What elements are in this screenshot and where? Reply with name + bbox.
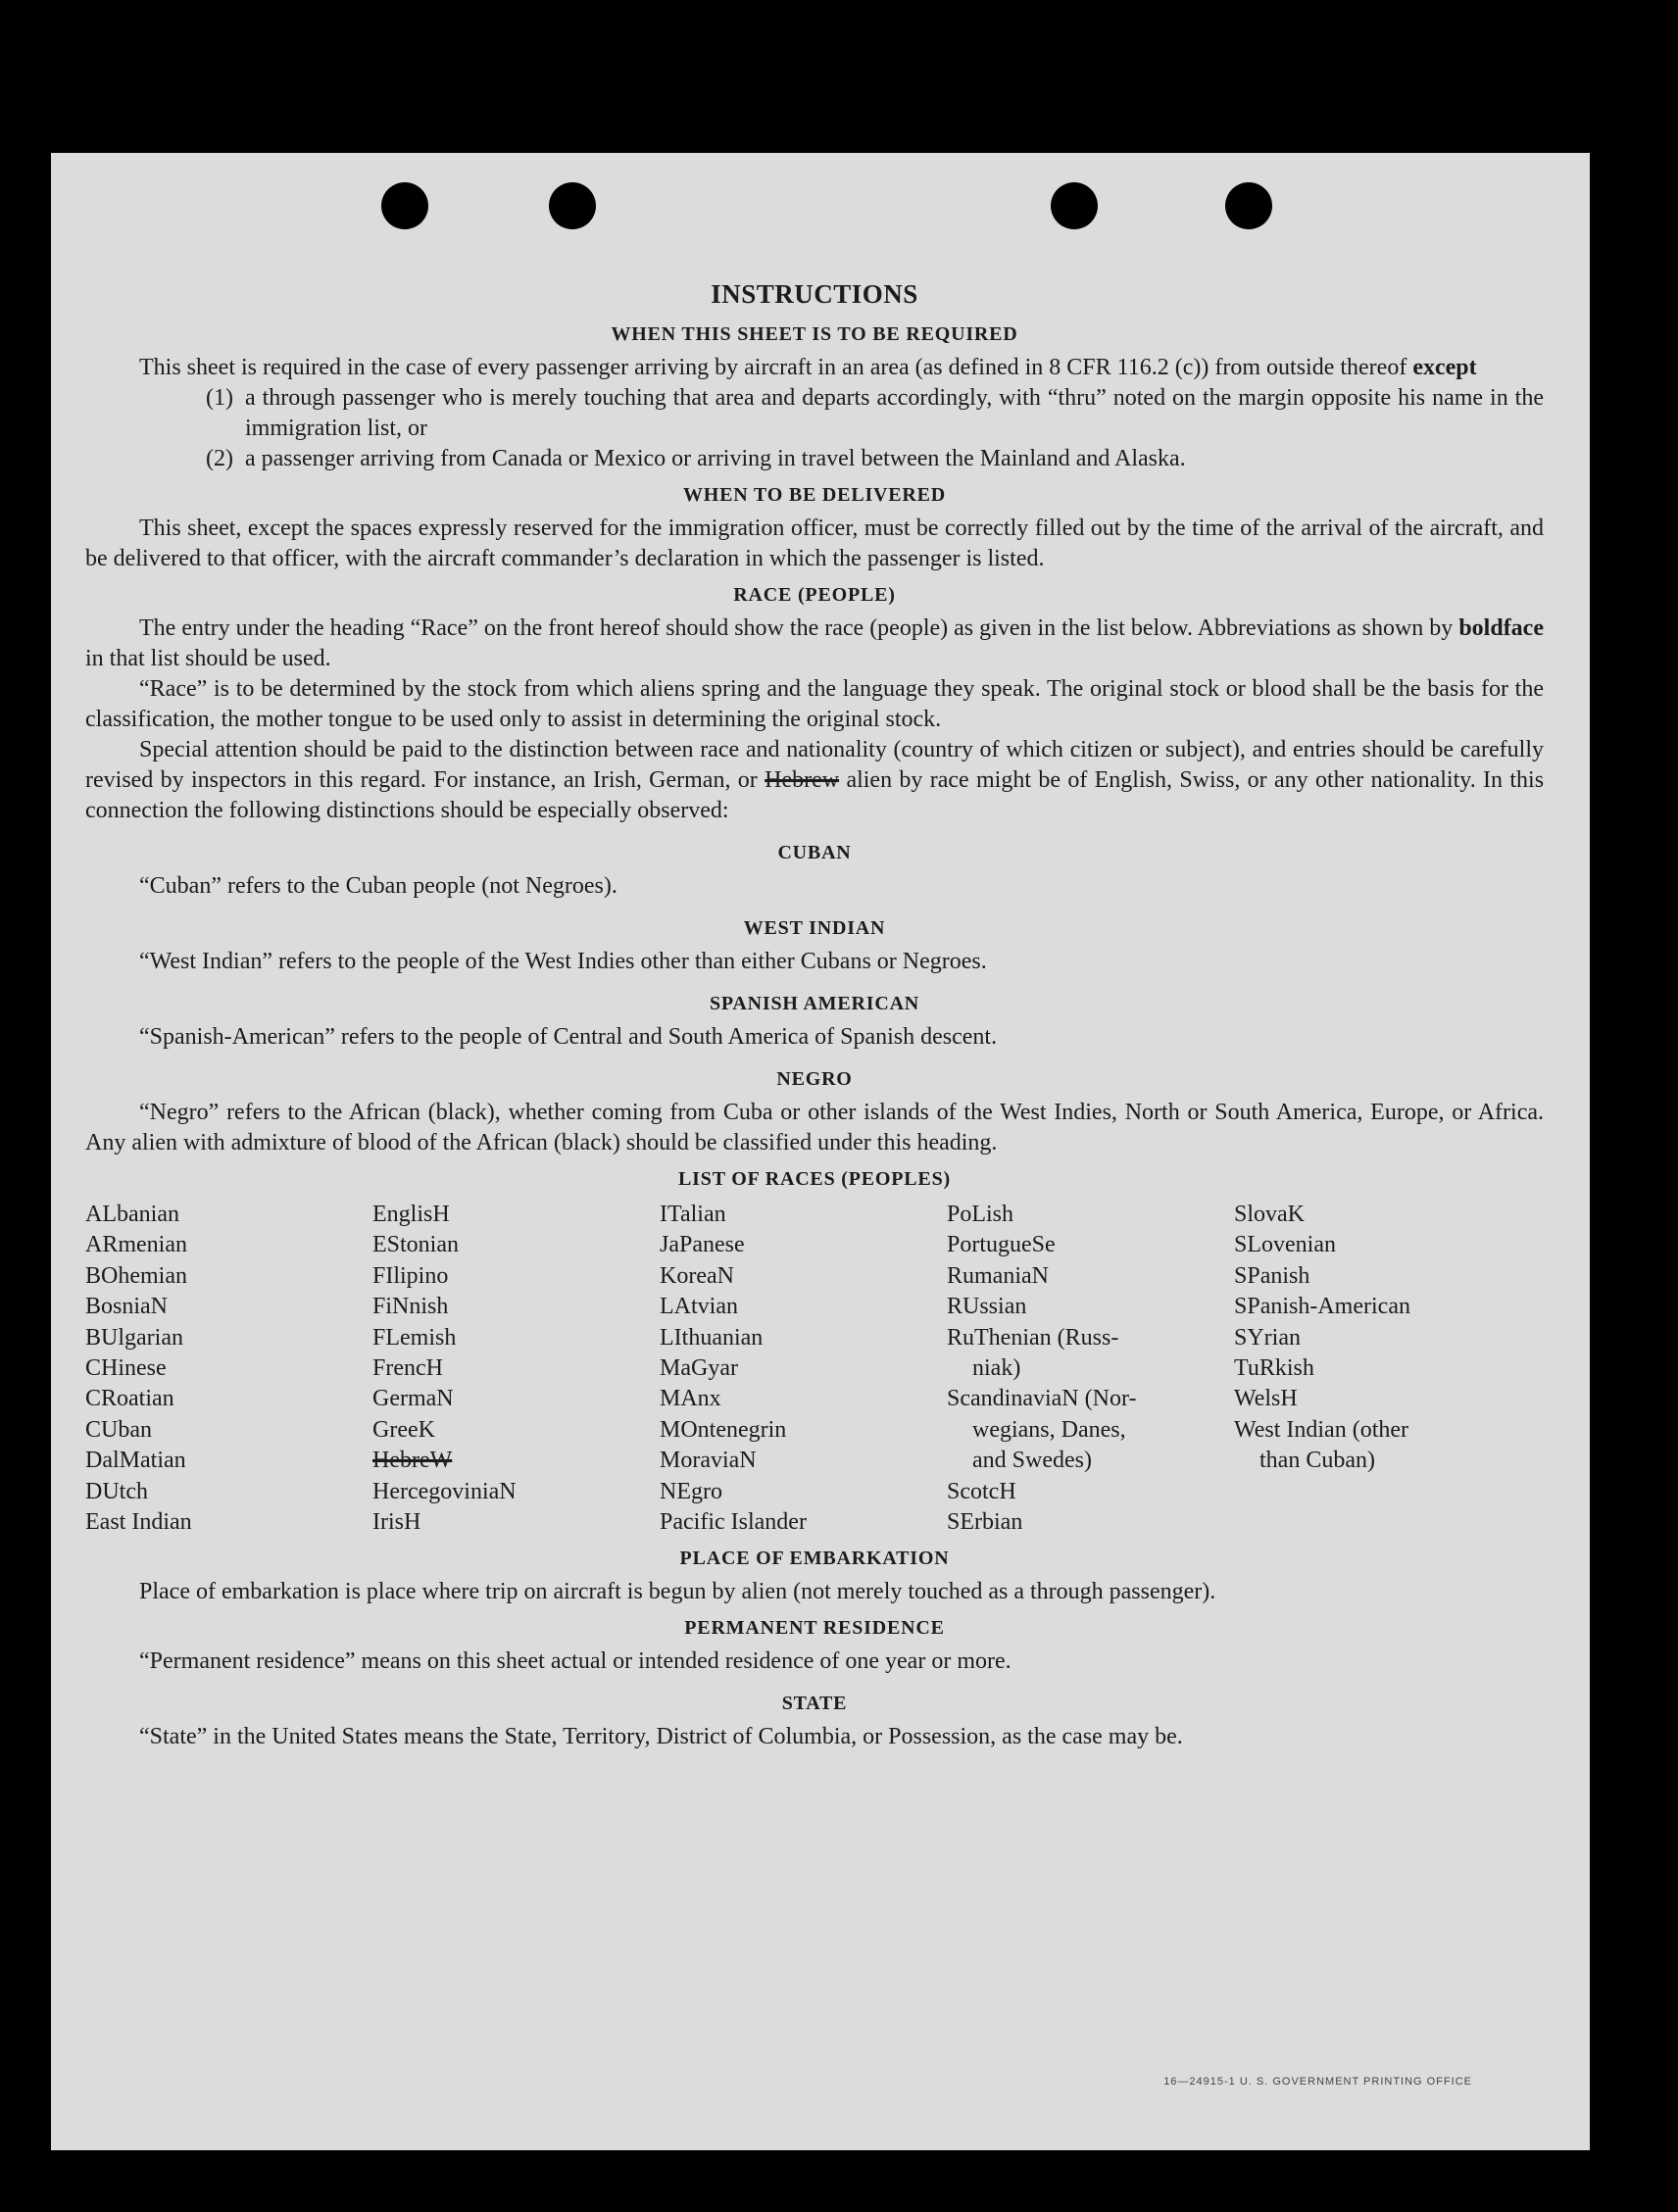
list-item: SLovenian — [1234, 1232, 1336, 1258]
when-required-intro: This sheet is required in the case of every passenger arriving by aircraft in an area (as defined in 8 CFR 116.2 (c)) from outside thereof except — [139, 355, 1477, 380]
heading-when-required: WHEN THIS SHEET IS TO BE REQUIRED — [611, 323, 1018, 345]
list-item: MoraviaN — [660, 1448, 757, 1474]
negro-text: “Negro” refers to the African (black), whether coming from Cuba or other islands of the West Indies, North or South America, Europe, or Africa. Any alien with admixture of blood of the African (black) should be classified under this heading. — [85, 1100, 1544, 1155]
heading-when-delivered: WHEN TO BE DELIVERED — [682, 484, 947, 506]
race-paragraph-2: “Race” is to be determined by the stock from which aliens spring and the language they speak. The original stock or blood shall be the basis for the classification, the mother tongue to be used only to assist in determining the original stock. — [85, 676, 1544, 732]
west-indian-text: “West Indian” refers to the people of the West Indies other than either Cubans or Negroes. — [139, 949, 987, 974]
list-item: CUban — [85, 1416, 152, 1443]
list-item: SPanish — [1234, 1262, 1310, 1289]
list-item: CHinese — [85, 1355, 167, 1382]
list-item: CRoatian — [85, 1386, 174, 1412]
spanish-american-text: “Spanish-American” refers to the people of Central and South America of Spanish descent. — [139, 1024, 998, 1050]
races-column-2 — [372, 1200, 660, 1538]
list-item: WelsH — [1234, 1386, 1298, 1412]
list-item: BUlgarian — [85, 1324, 183, 1351]
exception-item: (2) a passenger arriving from Canada or Mexico or arriving in travel between the Mainland and Alaska. — [206, 446, 1186, 471]
list-item: PoLish — [947, 1202, 1014, 1227]
instructions-content — [85, 274, 1544, 1752]
list-item: JaPanese — [660, 1232, 745, 1258]
list-item: PortugueSe — [947, 1232, 1056, 1258]
list-item: LIthuanian — [660, 1324, 764, 1351]
list-item: MaGyar — [660, 1355, 738, 1382]
heading-race: RACE (PEOPLE) — [733, 584, 896, 606]
heading-spanish-american: SPANISH AMERICAN — [709, 993, 920, 1014]
punch-hole — [1051, 182, 1098, 229]
struck-word: Hebrew — [765, 767, 840, 793]
list-item: RumaniaN — [947, 1262, 1049, 1289]
list-item: KoreaN — [660, 1262, 734, 1289]
race-paragraph-1: The entry under the heading “Race” on the front hereof should show the race (people) as given in the list below. Abbreviations as shown by boldface in that list should be used. — [85, 615, 1544, 671]
list-item: LAtvian — [660, 1294, 738, 1320]
list-item: DalMatian — [85, 1448, 186, 1474]
list-item: FIlipino — [372, 1262, 449, 1289]
heading-state: STATE — [781, 1693, 848, 1715]
exception-item: (1) a through passenger who is merely touching that area and departs accordingly, with “thru” noted on the margin opposite his name in the immigration list, or — [206, 385, 1544, 441]
list-item: HebreW — [372, 1448, 453, 1474]
list-item: RuThenian (Russ- — [947, 1324, 1119, 1351]
list-item: BosniaN — [85, 1294, 168, 1320]
races-list — [85, 1200, 1544, 1538]
heading-west-indian: WEST INDIAN — [743, 917, 886, 939]
heading-list-of-races: LIST OF RACES (PEOPLES) — [678, 1168, 951, 1190]
list-item: ScandinaviaN (Nor- — [947, 1386, 1137, 1412]
list-item: West Indian (other — [1234, 1416, 1409, 1443]
races-column-1 — [85, 1200, 372, 1538]
list-item: niak) — [972, 1355, 1021, 1382]
list-item: FiNnish — [372, 1294, 449, 1320]
heading-permanent-residence: PERMANENT RESIDENCE — [684, 1617, 945, 1640]
punch-hole — [549, 182, 596, 229]
list-item: BOhemian — [85, 1262, 187, 1289]
list-item: ScotcH — [947, 1478, 1016, 1504]
list-item: FrencH — [372, 1355, 443, 1382]
heading-embarkation: PLACE OF EMBARKATION — [679, 1548, 950, 1570]
list-item: RUssian — [947, 1294, 1027, 1320]
list-item: ALbanian — [85, 1202, 179, 1227]
list-item: Pacific Islander — [660, 1509, 807, 1536]
list-item: NEgro — [660, 1478, 722, 1504]
list-item: SErbian — [947, 1509, 1023, 1536]
list-item: EStonian — [372, 1232, 459, 1258]
page-title: INSTRUCTIONS — [711, 279, 918, 309]
document-sheet — [51, 153, 1590, 2150]
list-item: TuRkish — [1234, 1355, 1314, 1382]
list-item: and Swedes) — [972, 1448, 1092, 1474]
list-item: than Cuban) — [1259, 1448, 1375, 1474]
cuban-text: “Cuban” refers to the Cuban people (not Negroes). — [139, 873, 617, 899]
when-delivered-text: This sheet, except the spaces expressly reserved for the immigration officer, must be correctly filled out by the time of the arrival of the aircraft, and be delivered to that officer, with the aircraft commander’s declaration in which the passenger is listed. — [85, 516, 1544, 571]
list-item: GreeK — [372, 1416, 435, 1443]
list-item: East Indian — [85, 1509, 192, 1536]
list-item: ITalian — [660, 1202, 726, 1227]
list-item: EnglisH — [372, 1202, 450, 1227]
heading-negro: NEGRO — [776, 1068, 853, 1090]
list-item: FLemish — [372, 1324, 457, 1351]
punch-hole — [381, 182, 428, 229]
list-item: MAnx — [660, 1386, 721, 1412]
residence-text: “Permanent residence” means on this sheet actual or intended residence of one year or more. — [139, 1648, 1012, 1675]
state-text: “State” in the United States means the State, Territory, District of Columbia, or Possession, as the case may be. — [139, 1724, 1183, 1750]
race-paragraph-3: Special attention should be paid to the distinction between race and nationality (country of which citizen or subject), and entries should be carefully revised by inspectors in this regard. For instance, an Irish, German, or Hebrew alien by race might be of English, Swiss, or any other nationality. In this connection the following distinctions should be especially observed: — [85, 737, 1545, 823]
embarkation-text: Place of embarkation is place where trip on aircraft is begun by alien (not merely touched as a through passenger). — [139, 1579, 1216, 1605]
list-item: SlovaK — [1234, 1202, 1305, 1227]
list-item: IrisH — [372, 1509, 421, 1536]
races-column-4 — [947, 1200, 1234, 1538]
printing-office-footer: 16—24915-1 U. S. GOVERNMENT PRINTING OFFICE — [1163, 2076, 1472, 2088]
list-item: ARmenian — [85, 1232, 187, 1258]
list-item: wegians, Danes, — [972, 1416, 1126, 1443]
races-column-3 — [660, 1200, 947, 1538]
list-item: SYrian — [1234, 1324, 1301, 1351]
list-item: SPanish-American — [1234, 1294, 1410, 1320]
list-item: GermaN — [372, 1386, 454, 1412]
list-item: HercegoviniaN — [372, 1478, 517, 1504]
list-item: DUtch — [85, 1478, 148, 1504]
heading-cuban: CUBAN — [777, 842, 852, 863]
races-column-5 — [1234, 1200, 1521, 1538]
punch-hole — [1225, 182, 1272, 229]
list-item: MOntenegrin — [660, 1416, 787, 1443]
